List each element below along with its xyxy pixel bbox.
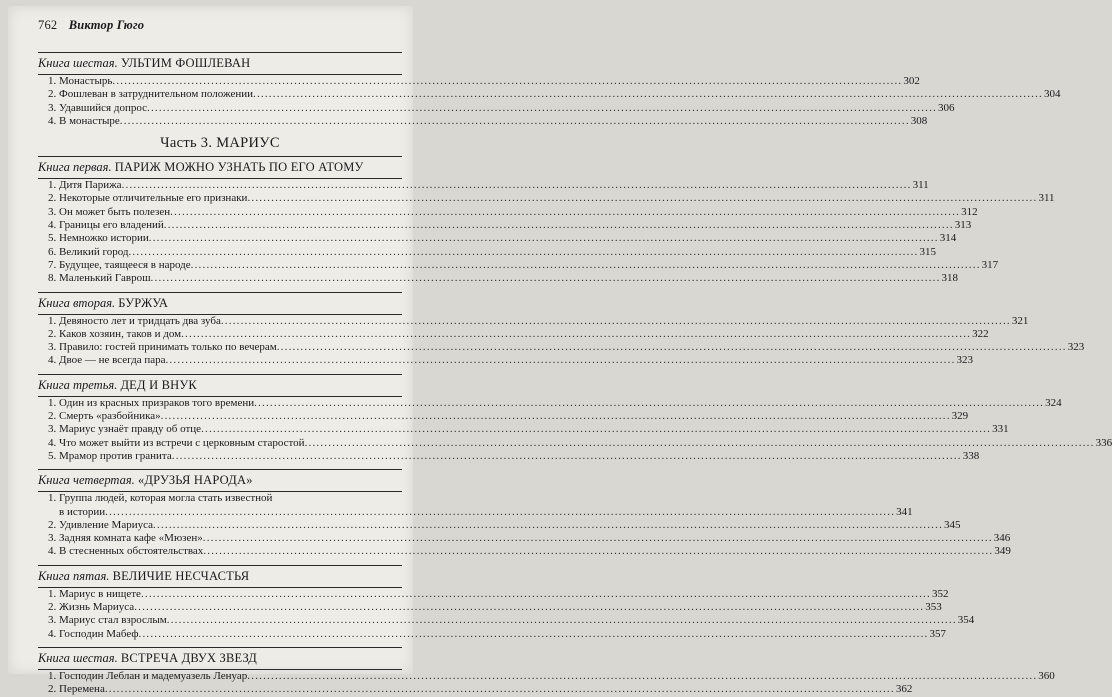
toc-entry: [38, 545, 1011, 558]
entry-page: 315: [919, 245, 936, 258]
entry-title: 8. Маленький Гаврош: [48, 272, 151, 285]
dot-leader: ........................................................................................................................................................................................................: [254, 396, 1045, 409]
toc-entry: [38, 587, 949, 601]
dot-leader: ........................................................................................................................................................................................................: [190, 258, 981, 271]
entry-title: 4. Господин Мабеф: [48, 627, 139, 640]
entry-page: 354: [957, 614, 975, 627]
dot-leader: ........................................................................................................................................................................................................: [181, 327, 972, 340]
entry-title: 3. Правило: гостей принимать только по вечерам: [48, 341, 277, 354]
book-label: Книга четвертая.: [38, 473, 135, 488]
toc-entry: [38, 532, 1011, 545]
entry-title: 1. Монастырь: [48, 75, 113, 87]
book-title: [38, 648, 402, 669]
entry-page: 312: [961, 205, 978, 218]
entry-title: 1. Господин Леблан и мадемуазель Ленуар: [48, 669, 248, 682]
entry-title-continued: в истории: [59, 505, 106, 518]
dot-leader: ........................................................................................................................................................................................................: [202, 532, 993, 545]
entry-title: 3. Он может быть полезен: [48, 205, 171, 218]
toc-entry: [38, 205, 978, 219]
dot-leader: ........................................................................................................................................................................................................: [201, 423, 992, 436]
toc-entry: [38, 88, 1061, 101]
entry-page: 322: [972, 327, 989, 340]
dot-leader: ........................................................................................................................................................................................................: [148, 232, 939, 245]
entry-title: 2. Фошлеван в затруднительном положении: [48, 88, 253, 101]
entry-page: 304: [1044, 88, 1061, 101]
entry-page: 302: [903, 75, 920, 87]
dot-leader: ........................................................................................................................................................................................................: [128, 245, 919, 258]
dot-leader: ........................................................................................................................................................................................................: [247, 192, 1038, 205]
entry-page: 336: [1095, 436, 1112, 449]
entry-title: 2. Жизнь Мариуса: [48, 601, 135, 614]
entry-title: 1. Дитя Парижа: [48, 179, 122, 192]
table-of-contents: [38, 52, 1112, 697]
entry-title: 3. Мариус узнаёт правду об отце: [48, 423, 202, 436]
dot-leader: ........................................................................................................................................................................................................: [119, 114, 910, 127]
toc-entry: [38, 669, 1055, 683]
book-label: Книга шестая.: [38, 56, 118, 70]
toc-entry: [38, 179, 929, 192]
toc-entry: [38, 114, 928, 128]
book-label: Книга первая.: [38, 160, 112, 175]
toc-entry: [38, 436, 1112, 450]
entry-title: 2. Удивление Мариуса: [48, 518, 154, 531]
toc-entry: [38, 492, 913, 519]
dot-leader: ........................................................................................................................................................................................................: [150, 272, 941, 285]
entry-page: 353: [925, 601, 942, 614]
book-name: ДЕД И ВНУК: [120, 377, 197, 392]
entry-title: 4. В стесненных обстоятельствах: [48, 545, 204, 558]
entry-page: 349: [994, 545, 1011, 558]
entry-page: 311: [912, 179, 929, 192]
dot-leader: ........................................................................................................................................................................................................: [203, 545, 994, 558]
entry-page: 338: [962, 449, 980, 462]
dot-leader: ........................................................................................................................................................................................................: [140, 587, 931, 600]
book-name: УЛЬТИМ ФОШЛЕВАН: [120, 56, 251, 70]
entry-page: 345: [944, 518, 961, 531]
entry-title: 2. Смерть «разбойника»: [48, 410, 161, 423]
running-head: [38, 18, 144, 33]
book-title: [38, 470, 402, 491]
toc-entry: [38, 245, 936, 259]
entry-title: 5. Немножко истории: [48, 232, 149, 245]
entry-title: 1. Девяносто лет и тридцать два зуба: [48, 314, 221, 327]
author-name: Виктор Гюго: [68, 18, 145, 32]
dot-leader: ........................................................................................................................................................................................................: [171, 449, 962, 462]
toc-entry: [38, 101, 955, 115]
book-label: Книга шестая.: [38, 650, 118, 665]
toc-entry: [38, 341, 1085, 354]
toc-entry: [38, 627, 946, 641]
book-title: [38, 293, 402, 314]
entry-title: 6. Великий город: [48, 245, 129, 258]
entry-page: 308: [910, 114, 928, 127]
entry-title: 3. Мариус стал взрослым: [48, 614, 167, 627]
toc-entry: [38, 258, 999, 272]
entry-title: 4. Границы его владений: [48, 219, 164, 232]
book-name: ПАРИЖ МОЖНО УЗНАТЬ ПО ЕГО АТОМУ: [114, 160, 364, 175]
entry-title: 4. В монастыре: [48, 114, 120, 127]
toc-entry: [38, 75, 920, 88]
book-name: БУРЖУА: [118, 295, 169, 310]
dot-leader: ........................................................................................................................................................................................................: [304, 436, 1095, 449]
entry-page: 341: [896, 505, 913, 518]
toc-entry: [38, 396, 1062, 410]
toc-entry: [38, 354, 974, 367]
entry-title: 2. Перемена: [48, 683, 105, 696]
entry-page: 314: [939, 232, 957, 245]
entry-title: 4. Двое — не всегда пара: [48, 354, 166, 367]
toc-entry: [38, 314, 1029, 328]
dot-leader: ........................................................................................................................................................................................................: [165, 354, 956, 367]
entry-page: 321: [1011, 314, 1029, 327]
entry-page: 360: [1038, 669, 1055, 682]
dot-leader: ........................................................................................................................................................................................................: [104, 683, 895, 696]
entry-page: 329: [951, 410, 969, 423]
entry-page: 346: [993, 532, 1011, 545]
book-title: [38, 157, 402, 178]
entry-page: 357: [929, 627, 946, 640]
dot-leader: ........................................................................................................................................................................................................: [105, 505, 896, 518]
entry-title: 2. Некоторые отличительные его признаки: [48, 192, 248, 205]
book-name: ВСТРЕЧА ДВУХ ЗВЕЗД: [120, 650, 257, 665]
entry-title: 2. Каков хозяин, таков и дом: [48, 327, 182, 340]
toc-entry: [38, 614, 975, 627]
book-name: ВЕЛИЧИЕ НЕСЧАСТЬЯ: [112, 568, 250, 583]
dot-leader: ........................................................................................................................................................................................................: [247, 669, 1038, 682]
toc-entry: [38, 192, 1055, 205]
book-page: [8, 6, 1112, 696]
book-title: [38, 53, 402, 74]
toc-entry: [38, 518, 961, 532]
dot-leader: ........................................................................................................................................................................................................: [147, 101, 937, 114]
entry-title: 5. Мрамор против гранита: [48, 449, 172, 462]
toc-entry: [38, 410, 969, 423]
toc-entry: [38, 219, 972, 232]
dot-leader: ........................................................................................................................................................................................................: [220, 314, 1011, 327]
entry-title: 7. Будущее, таящееся в народе: [48, 258, 191, 271]
entry-page: 352: [931, 587, 949, 600]
toc-entry: [38, 449, 980, 463]
toc-entry: [38, 423, 1009, 436]
dot-leader: ........................................................................................................................................................................................................: [163, 219, 954, 232]
dot-leader: ........................................................................................................................................................................................................: [160, 410, 951, 423]
toc-entry: [38, 272, 959, 285]
entry-title: 1. Группа людей, которая могла стать известной: [48, 492, 273, 505]
dot-leader: ........................................................................................................................................................................................................: [138, 627, 929, 640]
book-title: [38, 566, 402, 587]
dot-leader: ........................................................................................................................................................................................................: [253, 88, 1043, 101]
page-number: 762: [38, 18, 58, 32]
entry-page: 331: [992, 423, 1009, 436]
book-label: Книга пятая.: [38, 568, 110, 583]
entry-title: 3. Удавшийся допрос: [48, 101, 147, 114]
entry-page: 318: [941, 272, 959, 285]
book-title: [38, 375, 402, 396]
entry-title: 3. Задняя комната кафе «Мюзен»: [48, 532, 203, 545]
book-label: Книга третья.: [38, 377, 118, 392]
dot-leader: ........................................................................................................................................................................................................: [170, 205, 961, 218]
entry-title: 4. Что может выйти из встречи с церковным старостой: [48, 436, 305, 449]
entry-title: 1. Один из красных призраков того времени: [48, 396, 255, 409]
entry-title: 1. Мариус в нищете: [48, 587, 141, 600]
dot-leader: ........................................................................................................................................................................................................: [121, 179, 912, 192]
entry-page: 362: [895, 683, 913, 696]
dot-leader: ........................................................................................................................................................................................................: [153, 518, 944, 531]
toc-entry: [38, 683, 913, 696]
entry-page: 313: [954, 219, 972, 232]
entry-page: 323: [1067, 341, 1085, 354]
entry-page: 317: [981, 258, 999, 271]
dot-leader: ........................................................................................................................................................................................................: [276, 341, 1067, 354]
entry-page: 306: [938, 101, 955, 114]
toc-entry: [38, 327, 989, 341]
toc-entry: [38, 232, 957, 245]
entry-page: 323: [956, 354, 974, 367]
book-name: «ДРУЗЬЯ НАРОДА»: [137, 473, 253, 488]
toc-entry: [38, 601, 942, 614]
dot-leader: ........................................................................................................................................................................................................: [134, 601, 925, 614]
book-label: Книга вторая.: [38, 295, 116, 310]
dot-leader: ........................................................................................................................................................................................................: [166, 614, 957, 627]
part-title: Часть 3. МАРИУС: [160, 135, 280, 152]
dot-leader: ........................................................................................................................................................................................................: [112, 75, 903, 87]
entry-page: 324: [1045, 396, 1062, 409]
entry-page: 311: [1038, 192, 1055, 205]
